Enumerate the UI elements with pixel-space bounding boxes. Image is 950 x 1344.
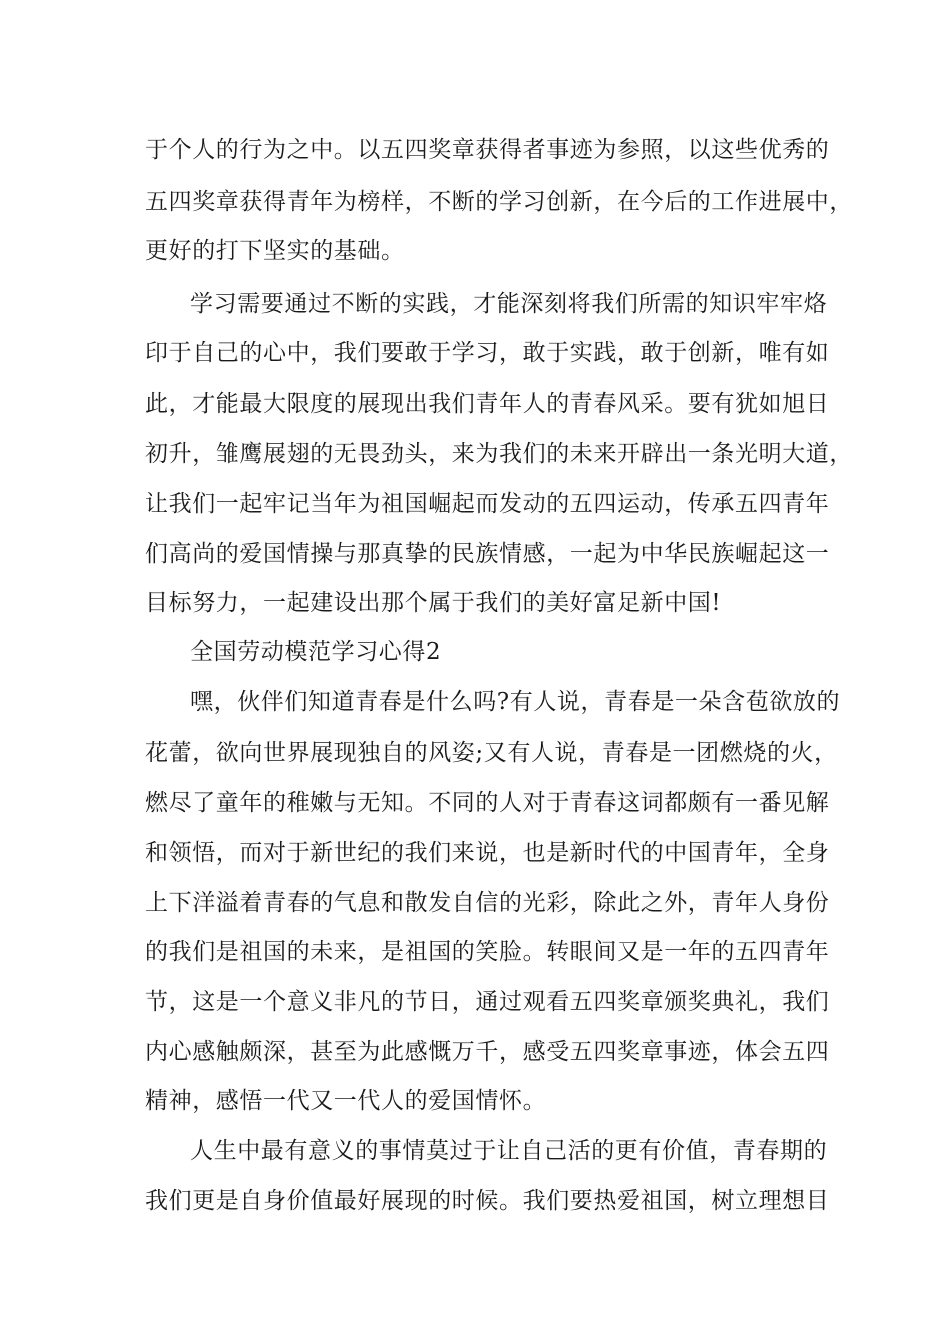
text-line: 们高尚的爱国情操与那真挚的民族情感，一起为中华民族崛起这一 — [145, 541, 830, 567]
text-line: 目标努力，一起建设出那个属于我们的美好富足新中国! — [145, 590, 722, 616]
text-line: 上下洋溢着青春的气息和散发自信的光彩，除此之外，青年人身份 — [145, 890, 830, 916]
text-line: 此，才能最大限度的展现出我们青年人的青春风采。要有犹如旭日 — [145, 391, 830, 417]
text-line: 的我们是祖国的未来，是祖国的笑脸。转眼间又是一年的五四青年 — [145, 939, 830, 965]
paragraph-first-line: 人生中最有意义的事情莫过于让自己活的更有价值，青春期的 — [190, 1138, 828, 1164]
section-heading: 全国劳动模范学习心得2 — [190, 639, 442, 665]
text-line: 更好的打下坚实的基础。 — [145, 238, 405, 264]
paragraph-first-line: 嘿，伙伴们知道青春是什么吗?有人说，青春是一朵含苞欲放的 — [190, 689, 841, 715]
text-line: 内心感触颇深，甚至为此感慨万千，感受五四奖章事迹，体会五四 — [145, 1039, 830, 1065]
text-line: 五四奖章获得青年为榜样，不断的学习创新，在今后的工作进展中， — [145, 189, 853, 215]
text-line: 初升，雏鹰展翅的无畏劲头，来为我们的未来开辟出一条光明大道， — [145, 441, 853, 467]
text-line: 燃尽了童年的稚嫩与无知。不同的人对于青春这词都颇有一番见解 — [145, 790, 830, 816]
text-line: 和领悟，而对于新世纪的我们来说，也是新时代的中国青年，全身 — [145, 840, 830, 866]
text-line: 让我们一起牢记当年为祖国崛起而发动的五四运动，传承五四青年 — [145, 491, 830, 517]
text-line: 于个人的行为之中。以五四奖章获得者事迹为参照，以这些优秀的 — [145, 137, 830, 163]
text-line: 印于自己的心中，我们要敢于学习，敢于实践，敢于创新，唯有如 — [145, 340, 830, 366]
paragraph-first-line: 学习需要通过不断的实践，才能深刻将我们所需的知识牢牢烙 — [190, 291, 828, 317]
text-line: 精神，感悟一代又一代人的爱国情怀。 — [145, 1088, 547, 1114]
text-line: 节，这是一个意义非凡的节日，通过观看五四奖章颁奖典礼，我们 — [145, 989, 830, 1015]
text-line: 我们更是自身价值最好展现的时候。我们要热爱祖国，树立理想目 — [145, 1188, 830, 1214]
text-line: 花蕾，欲向世界展现独自的风姿;又有人说，青春是一团燃烧的火， — [145, 740, 838, 766]
